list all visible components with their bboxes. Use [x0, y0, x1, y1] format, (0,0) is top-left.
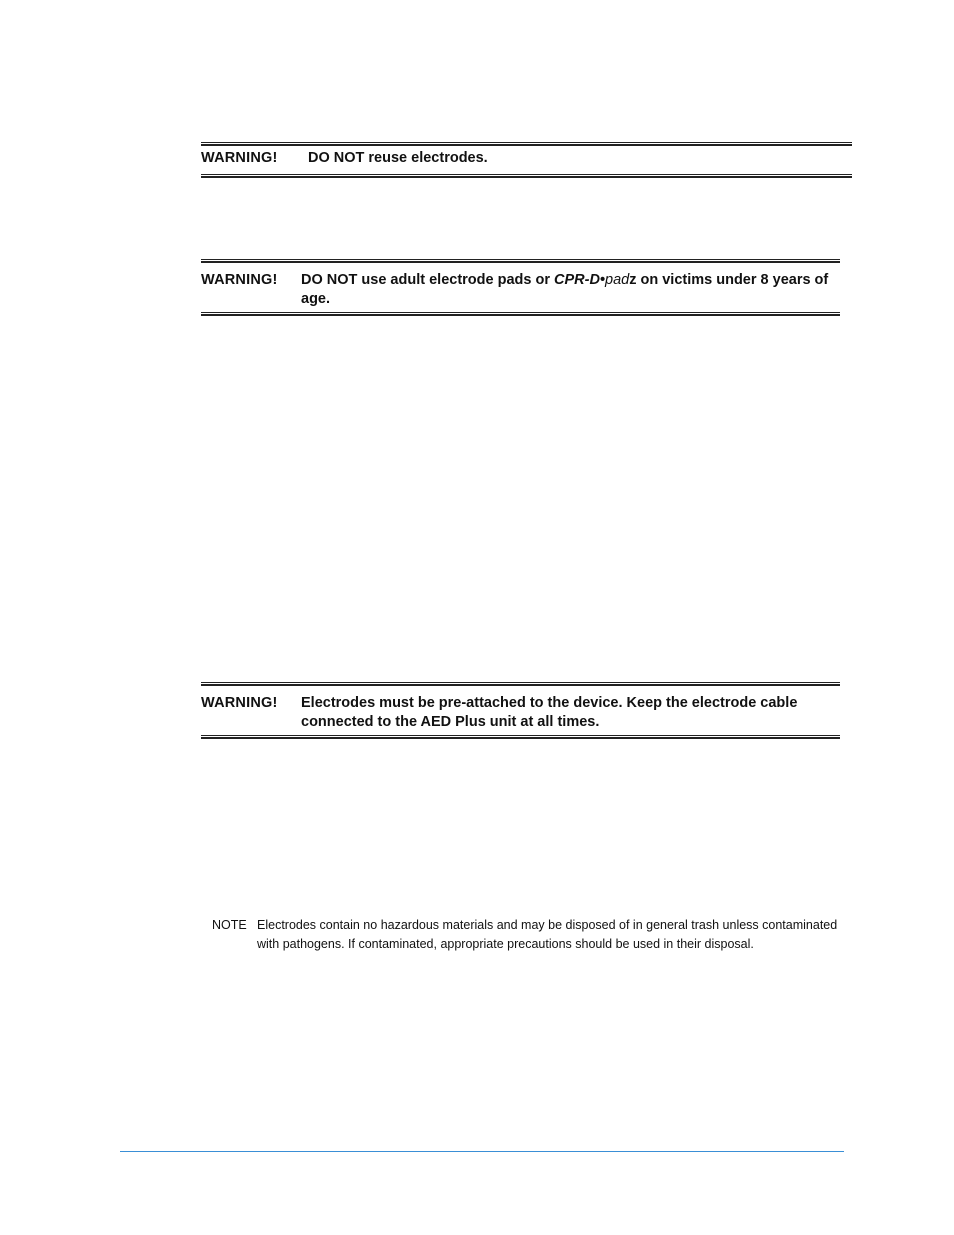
warning-label: WARNING!: [201, 150, 278, 166]
warning-body: reuse electrodes.: [364, 150, 488, 166]
warning-row: [201, 149, 852, 168]
warning-pre-attached: [201, 682, 840, 740]
warning-emphasis: DO NOT: [301, 272, 358, 288]
warning-label: WARNING!: [201, 695, 278, 711]
product-name-z: z: [629, 272, 637, 288]
warning-body-start: use adult electrode pads or: [357, 272, 554, 288]
warning-row: [201, 271, 840, 309]
warning-body: Electrodes must be pre-attached to the device. Keep the electrode cable connected to the AED Plus unit at all times.: [301, 695, 798, 730]
warning-emphasis: DO NOT: [308, 150, 365, 166]
product-name-pad: pad: [605, 272, 630, 288]
product-name-cpr: CPR-D•: [554, 272, 605, 288]
note-label: NOTE: [212, 918, 247, 932]
warning-top-rule: [201, 142, 852, 146]
warning-bottom-rule: [201, 312, 840, 316]
warning-text: [308, 149, 852, 168]
warning-body-end: on victims under 8 years of age.: [301, 272, 829, 307]
warning-top-rule: [201, 259, 840, 263]
note-text: Electrodes contain no hazardous materials and may be disposed of in general trash unless contaminated with pathogens. If contaminated, appropriate precautions should be used in their disposal.: [257, 918, 838, 951]
warning-text: [301, 271, 840, 309]
footer-rule: [120, 1151, 844, 1152]
warning-label: WARNING!: [201, 272, 278, 288]
warning-reuse-electrodes: [201, 142, 852, 178]
warning-adult-pads: [201, 259, 840, 317]
warning-bottom-rule: [201, 735, 840, 739]
warning-bottom-rule: [201, 174, 852, 178]
warning-row: [201, 694, 840, 732]
disposal-note: [212, 916, 842, 954]
warning-top-rule: [201, 682, 840, 686]
